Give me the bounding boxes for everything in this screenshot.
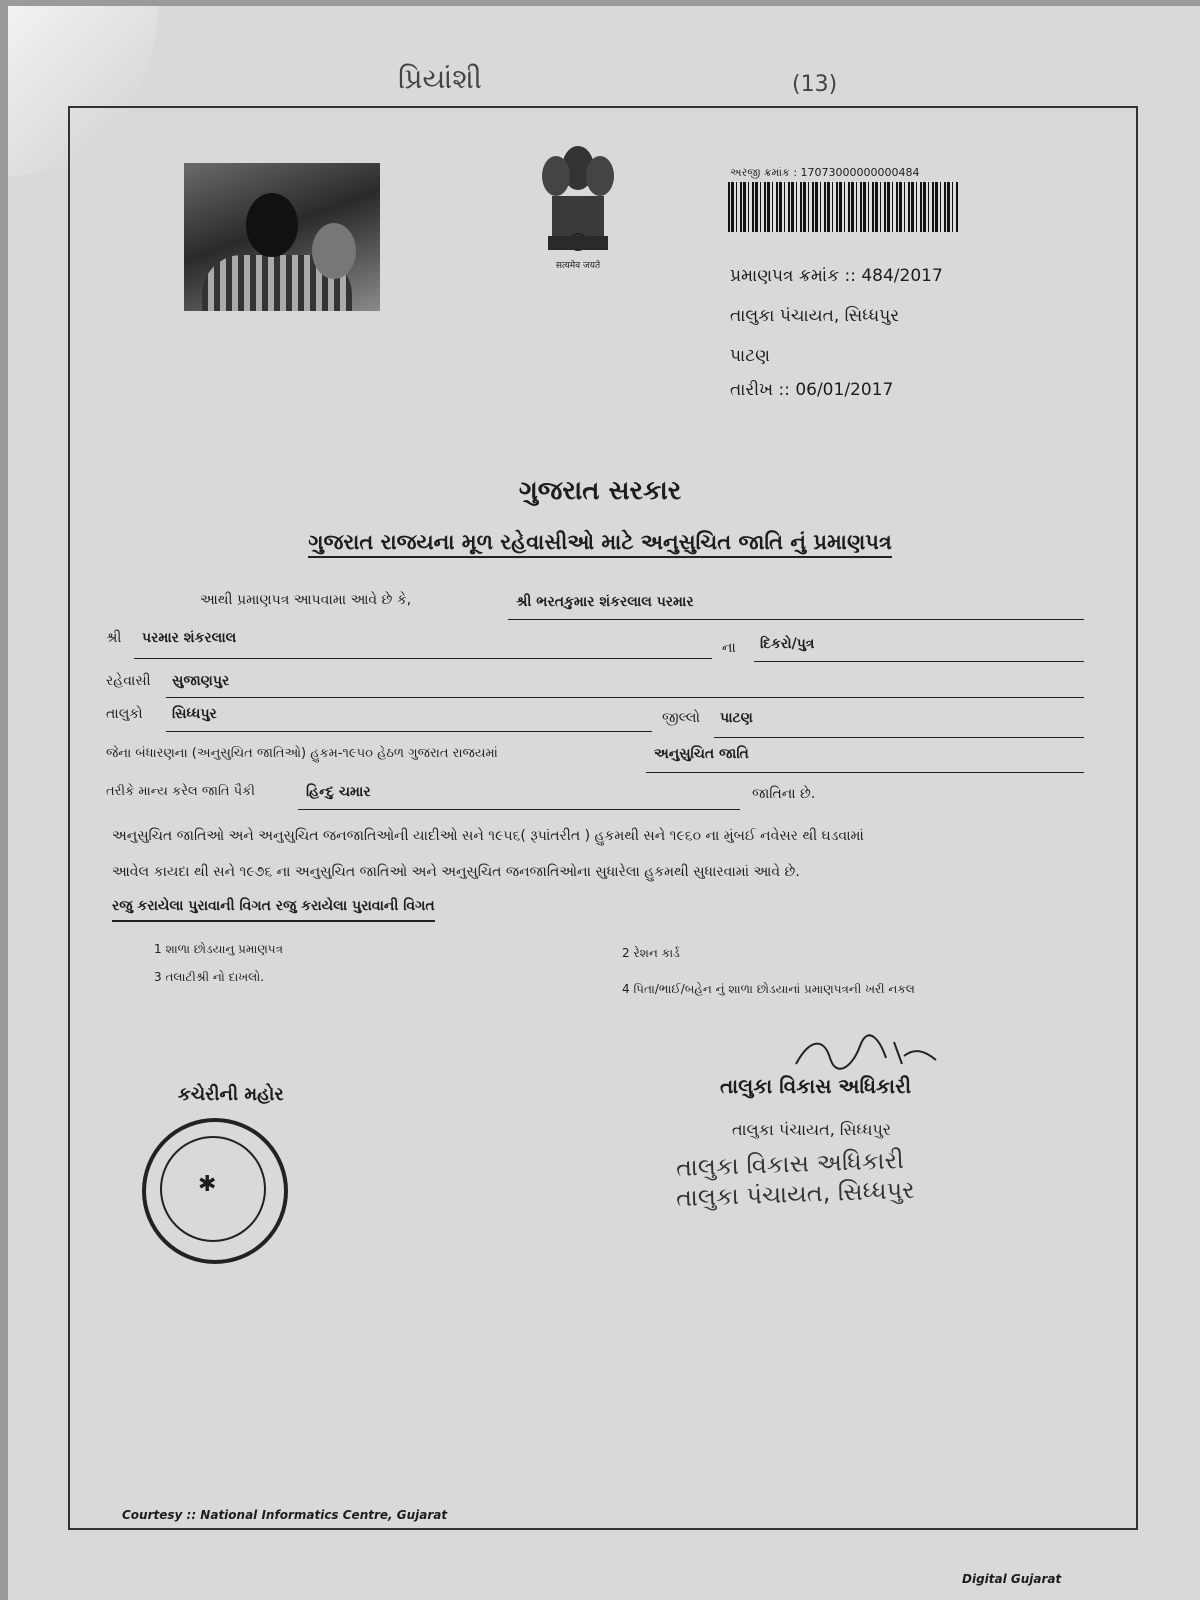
father-name: પરમાર શંકરલાલ [142,630,237,646]
officer-stamp-line2: તાલુકા પંચાયત, સિધ્ધપુર [675,1175,916,1213]
handwritten-page-number: (13) [792,72,838,97]
issuing-office: તાલુકા પંચાયત, સિધ્ધપુર [730,306,900,326]
relation-underline [754,661,1084,662]
caste-underline [298,809,740,810]
resident-underline [166,697,1084,698]
evidence-item: 3 તલાટીશ્રી નો દાખલો. [154,970,265,984]
issuing-district: પાટણ [730,346,770,366]
father-underline [134,658,712,659]
application-number: અરજી ક્રમાંક : 17073000000000484 [730,166,920,179]
evidence-item: 2 રેશન કાર્ડ [622,946,680,960]
category-value: અનુસુચિત જાતિ [654,746,749,762]
courtesy-note: Courtesy :: National Informatics Centre, Gujarat [122,1508,448,1522]
barcode [728,182,958,232]
order-label: જેના બંધારણના (અનુસુચિત જાતિઓ) હુકમ-૧૯૫૦ હેઠળ ગુજરાત રાજયમાં [106,746,498,761]
recognized-label: તરીકે માન્ય કરેલ જાતિ પૈકી [106,784,255,799]
officer-designation: તાલુકા વિકાસ અધિકારી [720,1074,912,1098]
intro-label: આથી પ્રમાણપત્ર આપવામા આવે છે કે, [200,592,412,608]
officer-stamp-line1: તાલુકા વિકાસ અધિકારી [675,1146,905,1182]
evidence-heading: રજુ કરાયેલા પુરાવાની વિગત રજુ કરાયેલા પુરાવાની વિગત [112,898,435,922]
taluka-underline [166,731,652,732]
office-seal-label: કચેરીની મહોર [178,1084,284,1105]
legal-paragraph: અનુસુચિત જાતિઓ અને અનુસુચિત જનજાતિઓની યાદીઓ સને ૧૯૫૬( રૂપાંતરીત ) હુકમથી સને ૧૯૬૦ ના મુંબઈ નવેસર થી ઘડવામાં આવેલ કાયદા થી સને ૧૯૭૬ ના અનુસુચિત જાતિઓ અને અનુસુચિત જનજાતિઓના સુધારેલા હુકમથી સુધારવામાં આવે છે. [112,828,864,880]
taluka-value: સિધ્ધપુર [172,706,217,722]
caste-suffix: જાતિના છે. [752,786,816,802]
certificate-number: પ્રમાણપત્ર ક્રમાંક :: 484/2017 [730,266,943,286]
relation: દિકરો/પુત્ર [760,636,815,652]
of-label: ના [722,640,736,656]
resident-village: સુજાણપુર [172,673,230,689]
district-underline [714,737,1084,738]
district-label: જીલ્લો [662,710,700,726]
applicant-name: શ્રી ભરતકુમાર શંકરલાલ પરમાર [516,594,694,610]
name-underline [508,619,1084,620]
applicant-photo [184,163,380,311]
district-value: પાટણ [720,710,753,726]
emblem-motto: सत्यमेव जयते [555,261,601,271]
office-seal: ✱ [142,1118,288,1264]
issue-date: તારીખ :: 06/01/2017 [730,380,894,400]
national-emblem-icon [532,138,624,270]
category-underline [646,772,1084,773]
government-heading: ગુજરાત સરકાર [518,476,682,506]
officer-signature [790,1034,940,1074]
certificate-title: ગુજરાત રાજયના મૂળ રહેવાસીઓ માટે અનુસુચિત જાતિ નું પ્રમાણપત્ર [0,530,1200,555]
caste-value: હિન્દુ ચમાર [306,784,371,800]
footer-brand: Digital Gujarat [962,1572,1062,1586]
evidence-item: 1 શાળા છોડયાનુ પ્રમાણપત્ર [154,942,283,956]
shri-label: શ્રી [106,630,122,646]
resident-label: રહેવાસી [106,673,151,689]
officer-office: તાલુકા પંચાયત, સિધ્ધપુર [732,1120,892,1139]
handwritten-note: પ્રિયાંશી [398,62,482,95]
evidence-item: 4 પિતા/ભાઈ/બહેન નું શાળા છોડયાનાં પ્રમાણપત્રની ખરી નકલ [622,982,915,996]
taluka-label: તાલુકો [106,706,143,722]
